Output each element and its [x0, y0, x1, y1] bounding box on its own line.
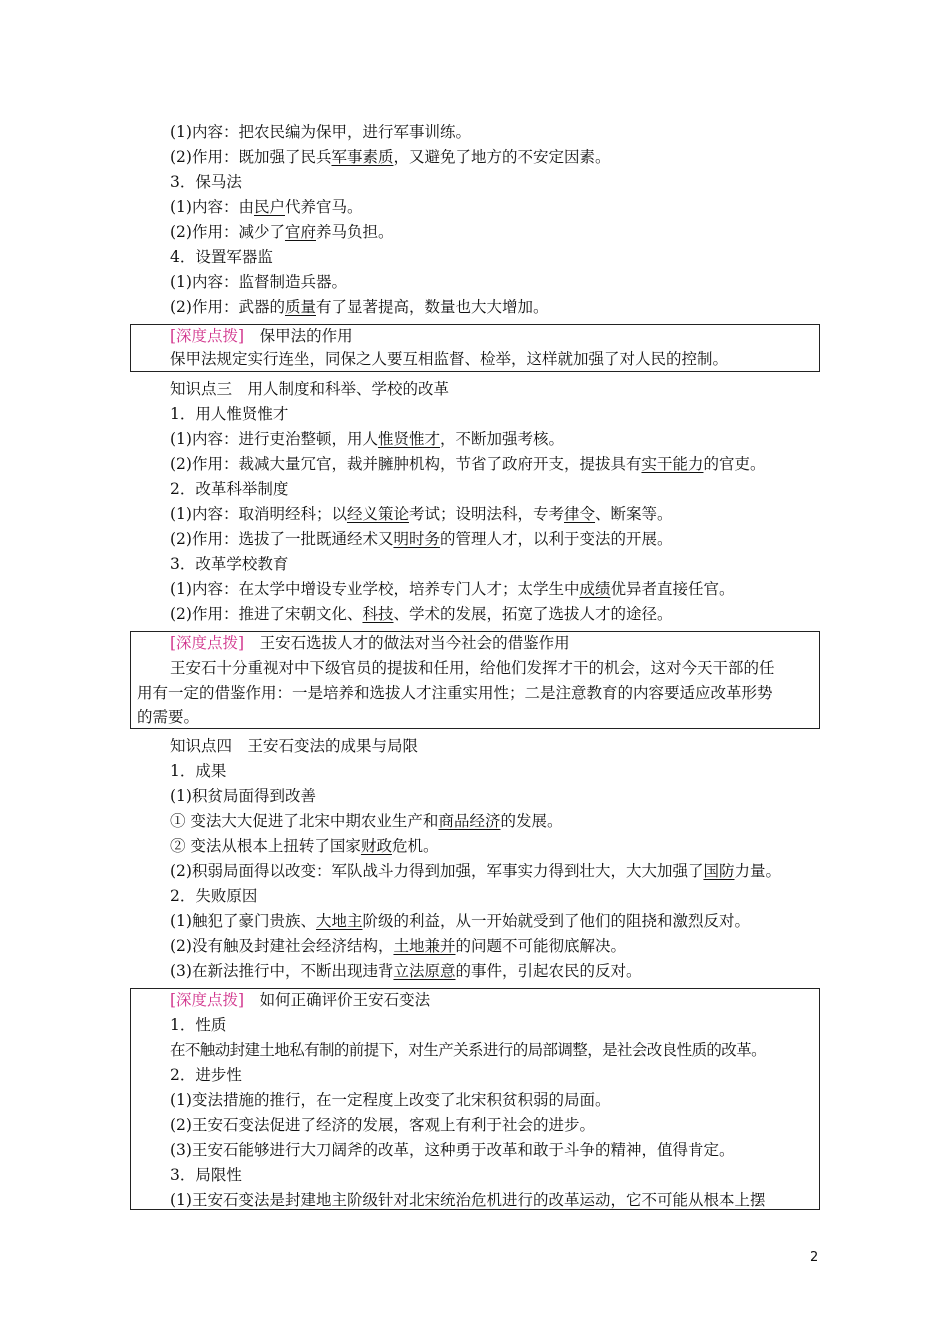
text: (1)内容：由 [170, 198, 254, 216]
insight-box-evaluation-title [170, 988, 430, 1013]
text: 、学术的发展，拓宽了选拔人才的途径。 [393, 605, 673, 623]
insight-tag: [深度点拨] [170, 634, 245, 652]
insight-tag: [深度点拨] [170, 327, 245, 345]
text: 王安石选拔人才的做法对当今社会的借鉴作用 [259, 634, 570, 652]
keyword: 惟贤惟才 [377, 430, 440, 448]
eval-progress-2 [170, 1113, 595, 1138]
keyword: 律令 [564, 505, 596, 523]
text: 的官吏。 [703, 455, 766, 473]
text: (1)内容：把农民编为保甲，进行军事训练。 [170, 123, 471, 141]
keyword: 明时务 [393, 530, 440, 548]
text: ，不断加强考核。 [439, 430, 564, 448]
keyword: 土地兼并 [393, 937, 456, 955]
failure-3 [170, 959, 642, 984]
text: 保甲法的作用 [259, 327, 353, 345]
exam-effect [170, 527, 673, 552]
insight-box-talent-p2 [137, 681, 773, 706]
text: 的问题不可能彻底解决。 [455, 937, 626, 955]
exam-content [170, 502, 673, 527]
text: 2．失败原因 [170, 887, 258, 905]
subheading-1 [170, 402, 288, 427]
text: (1)内容：取消明经科；以 [170, 505, 347, 523]
text: 保甲法规定实行连坐，同保之人要互相监督、检举，这样就加强了对人民的控制。 [170, 350, 729, 368]
eval-nature-heading [170, 1013, 226, 1038]
eval-progress-1 [170, 1088, 610, 1113]
text: 如何正确评价王安石变法 [259, 991, 431, 1009]
insight-box-baojia-body [170, 347, 728, 372]
keyword: 实干能力 [641, 455, 704, 473]
text: 、断案等。 [595, 505, 673, 523]
text: (2)作用：既加强了民兵 [170, 148, 332, 166]
keyword: 立法原意 [393, 962, 456, 980]
text: 知识点三 用人制度和科举、学校的改革 [170, 380, 450, 398]
text: (2)作用：选拔了一批既通经术又 [170, 530, 394, 548]
text: 用有一定的借鉴作用：一是培养和选拔人才注重实用性；二是注意教育的内容要适应改革形势 [137, 684, 773, 702]
insight-box-talent-p3 [137, 705, 199, 730]
text: 力量。 [734, 862, 781, 880]
text: (1)内容：监督制造兵器。 [170, 273, 347, 291]
text: 代养官马。 [284, 198, 363, 216]
heading-junqijian [170, 245, 273, 270]
text: (2)积弱局面得以改变：军队战斗力得到加强，军事实力得到壮大，大大加强了 [170, 862, 704, 880]
junqijian-effect [170, 295, 549, 320]
text: (2)作用：裁减大量冗官，裁并臃肿机构，节省了政府开支，提拔具有 [170, 455, 642, 473]
keyword: 财政 [360, 837, 392, 855]
insight-box-talent-p1 [170, 656, 775, 681]
text: 2．进步性 [170, 1066, 242, 1084]
text: 1．用人惟贤惟才 [170, 405, 289, 423]
text: 3．保马法 [170, 173, 242, 191]
text: 2．改革科举制度 [170, 480, 289, 498]
keyword: 质量 [284, 298, 316, 316]
text: 1．性质 [170, 1016, 227, 1034]
heading-baomafa [170, 170, 242, 195]
text: (1)变法措施的推行，在一定程度上改变了北宋积贫积弱的局面。 [170, 1091, 611, 1109]
result-1 [170, 784, 316, 809]
insight-tag: [深度点拨] [170, 991, 245, 1009]
baojia-content [170, 120, 471, 145]
text: (2)作用：减少了 [170, 223, 285, 241]
text: 4．设置军器监 [170, 248, 273, 266]
text: 在不触动封建土地私有制的前提下，对生产关系进行的局部调整，是社会改良性质的改革。 [170, 1041, 767, 1059]
insight-box-baojia-title [170, 324, 353, 349]
baomafa-effect [170, 220, 394, 245]
text: ，又避免了地方的不安定因素。 [393, 148, 611, 166]
school-effect [170, 602, 673, 627]
text: (1)内容：进行吏治整顿，用人 [170, 430, 378, 448]
school-content [170, 577, 735, 602]
eval-progress-heading [170, 1063, 242, 1088]
subheading-failure [170, 884, 257, 909]
keyword: 大地主 [315, 912, 363, 930]
text: 1．成果 [170, 762, 227, 780]
text: (2)作用：武器的 [170, 298, 285, 316]
keyword: 科技 [362, 605, 394, 623]
keyword: 国防 [703, 862, 735, 880]
page-number: 2 [810, 1250, 819, 1265]
hiring-effect [170, 452, 766, 477]
text: (3)王安石能够进行大刀阔斧的改革，这种勇于改革和敢于斗争的精神，值得肯定。 [170, 1141, 735, 1159]
text: 有了显著提高，数量也大大增加。 [315, 298, 549, 316]
result-1b [170, 834, 438, 859]
text: 3．改革学校教育 [170, 555, 289, 573]
keyword: 经义策论 [346, 505, 409, 523]
keyword: 商品经济 [438, 812, 501, 830]
failure-2 [170, 934, 626, 959]
text: 的管理人才，以利于变法的开展。 [439, 530, 673, 548]
text: (3)在新法推行中，不断出现违背 [170, 962, 394, 980]
text: ② 变法从根本上扭转了国家 [170, 837, 361, 855]
text: (1)王安石变法是封建地主阶级针对北宋统治危机进行的改革运动，它不可能从根本上摆 [170, 1191, 766, 1209]
keyword: 民户 [253, 198, 285, 216]
subheading-results [170, 759, 226, 784]
baojia-effect [170, 145, 611, 170]
text: 危机。 [391, 837, 439, 855]
eval-limit-heading [170, 1163, 242, 1188]
text: 知识点四 王安石变法的成果与局限 [170, 737, 419, 755]
section-heading-3 [170, 377, 449, 402]
subheading-2 [170, 477, 288, 502]
insight-box-talent-title [170, 631, 570, 656]
text: 阶级的利益，从一开始就受到了他们的阻挠和激烈反对。 [362, 912, 750, 930]
result-1a [170, 809, 562, 834]
text: (2)作用：推进了宋朝文化、 [170, 605, 363, 623]
eval-progress-3 [170, 1138, 734, 1163]
text: (2)王安石变法促进了经济的发展，客观上有利于社会的进步。 [170, 1116, 595, 1134]
text: 的事件，引起农民的反对。 [455, 962, 642, 980]
baomafa-content [170, 195, 363, 220]
text: (2)没有触及封建社会经济结构， [170, 937, 394, 955]
text: (1)内容：在太学中增设专业学校，培养专门人才；太学生中 [170, 580, 580, 598]
text: 王安石十分重视对中下级官员的提拔和任用，给他们发挥才干的机会，这对今天干部的任 [170, 659, 775, 677]
keyword: 成绩 [579, 580, 611, 598]
junqijian-content [170, 270, 347, 295]
text: 养马负担。 [315, 223, 394, 241]
text: 的需要。 [137, 708, 200, 726]
result-2 [170, 859, 781, 884]
keyword: 官府 [284, 223, 316, 241]
text: (1)积贫局面得到改善 [170, 787, 316, 805]
text: 的发展。 [500, 812, 563, 830]
text: 考试；设明法科，专考 [408, 505, 564, 523]
keyword: 军事素质 [331, 148, 394, 166]
eval-nature-text [170, 1038, 766, 1063]
section-heading-4 [170, 734, 418, 759]
text: 优异者直接任官。 [610, 580, 735, 598]
text: 3．局限性 [170, 1166, 242, 1184]
hiring-content [170, 427, 564, 452]
text: ① 变法大大促进了北宋中期农业生产和 [170, 812, 439, 830]
subheading-3 [170, 552, 288, 577]
failure-1 [170, 909, 750, 934]
eval-limit-1 [170, 1188, 765, 1213]
text: (1)触犯了豪门贵族、 [170, 912, 316, 930]
